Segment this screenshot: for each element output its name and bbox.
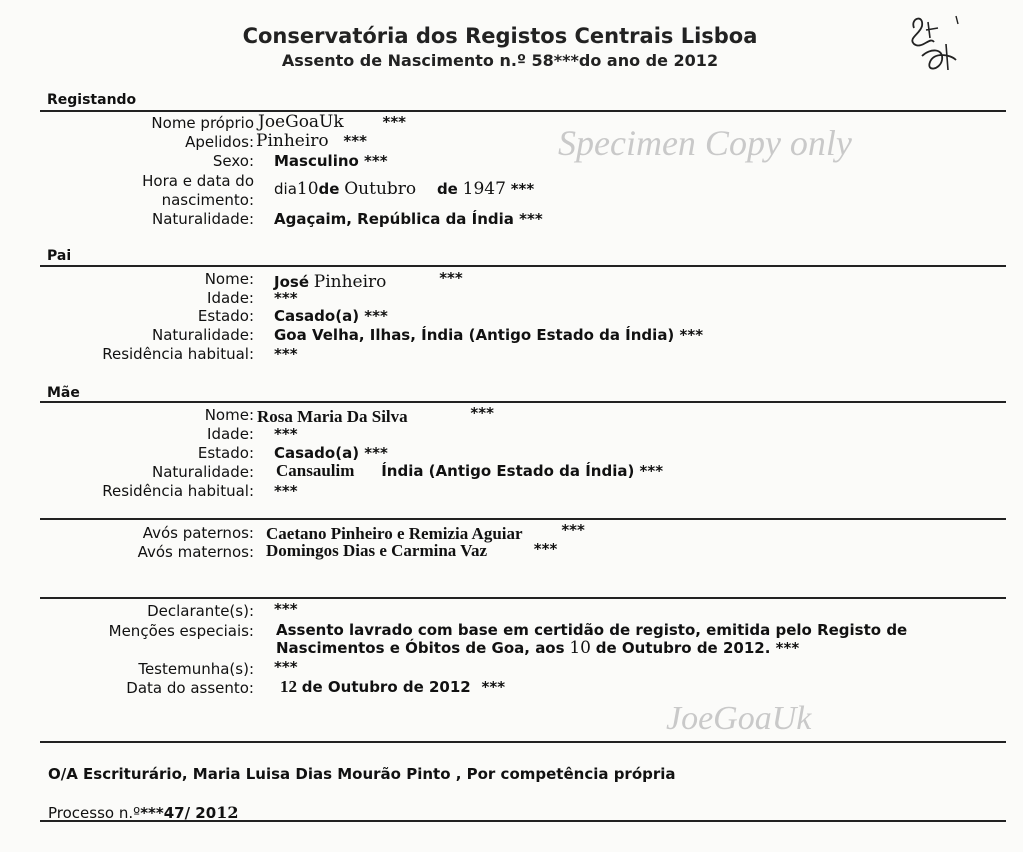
mae-naturalidade-label: Naturalidade: — [151, 463, 254, 481]
section-divider — [40, 820, 1006, 822]
apelidos-label: Apelidos: — [185, 133, 254, 151]
pai-residencia-value: *** — [274, 345, 298, 363]
pai-nome-value: José Pinheiro *** — [274, 269, 463, 292]
mencoes-label: Menções especiais: — [108, 622, 254, 640]
testemunha-value: *** — [274, 658, 298, 676]
sexo-value: Masculino *** — [274, 152, 388, 170]
declarante-label: Declarante(s): — [147, 602, 254, 620]
processo-number: Processo n.º***47/ 2012 — [48, 803, 239, 822]
data-assento-value: 12 de Outubro de 2012 *** — [280, 677, 506, 696]
handwritten-signature — [900, 8, 972, 80]
pai-residencia-label: Residência habitual: — [102, 345, 254, 363]
data-assento-label: Data do assento: — [126, 679, 254, 697]
record-number: Assento de Nascimento n.º 58***do ano de 2012 — [281, 51, 719, 70]
owner-watermark: JoeGoaUk — [666, 700, 812, 737]
avos-paternos-value: Caetano Pinheiro e Remizia Aguiar *** — [266, 521, 585, 543]
section-divider — [40, 110, 1006, 112]
office-title: Conservatória dos Registos Centrais Lisboa — [242, 24, 758, 48]
naturalidade-label: Naturalidade: — [151, 210, 254, 228]
pai-naturalidade-value: Goa Velha, Ilhas, Índia (Antigo Estado da Índia) *** — [274, 326, 704, 344]
mae-residencia-value: *** — [274, 482, 298, 500]
section-mae-heading: Mãe — [47, 385, 80, 401]
mae-nome-value: Rosa Maria Da Silva *** — [257, 404, 494, 426]
mencoes-line1: Assento lavrado com base em certidão de registo, emitida pelo Registo de — [276, 621, 908, 639]
section-divider — [40, 401, 1006, 403]
pai-nome-label: Nome: — [204, 270, 254, 288]
section-pai-heading: Pai — [47, 248, 72, 264]
pai-idade-value: *** — [274, 289, 298, 307]
hora-data-label-line2: nascimento: — [161, 191, 254, 209]
avos-maternos-value: Domingos Dias e Carmina Vaz *** — [266, 540, 558, 560]
data-nascimento-value: dia10de Outubro de 1947 *** — [274, 179, 535, 199]
mae-nome-label: Nome: — [204, 406, 254, 424]
mae-estado-value: Casado(a) *** — [274, 444, 388, 462]
hora-data-label-line1: Hora e data do — [142, 172, 254, 190]
mae-residencia-label: Residência habitual: — [102, 482, 254, 500]
mencoes-line2: Nascimentos e Óbitos de Goa, aos 10 de Outubro de 2012. *** — [276, 638, 800, 658]
section-divider — [40, 265, 1006, 267]
mae-estado-label: Estado: — [197, 444, 254, 462]
avos-paternos-label: Avós paternos: — [142, 524, 254, 542]
avos-maternos-label: Avós maternos: — [137, 543, 254, 561]
escriturario-line: O/A Escriturário, Maria Luisa Dias Mourão Pinto , Por competência própria — [48, 765, 676, 783]
section-registando-heading: Registando — [47, 92, 137, 108]
declarante-value: *** — [274, 600, 298, 618]
specimen-watermark: Specimen Copy only — [558, 123, 852, 163]
sexo-label: Sexo: — [212, 152, 254, 170]
nome-proprio-label: Nome próprio — [151, 114, 254, 132]
section-divider — [40, 597, 1006, 599]
pai-estado-value: Casado(a) *** — [274, 307, 388, 325]
section-divider — [40, 741, 1006, 743]
pai-estado-label: Estado: — [197, 307, 254, 325]
pai-naturalidade-label: Naturalidade: — [151, 326, 254, 344]
apelidos-value: Pinheiro *** — [256, 131, 367, 151]
section-divider — [40, 518, 1006, 520]
pai-idade-label: Idade: — [207, 289, 254, 307]
mae-naturalidade-value: Cansaulim Índia (Antigo Estado da Índia) *** — [276, 461, 664, 480]
mae-idade-label: Idade: — [207, 425, 254, 443]
testemunha-label: Testemunha(s): — [138, 660, 254, 678]
mae-idade-value: *** — [274, 425, 298, 443]
naturalidade-value: Agaçaim, República da Índia *** — [274, 210, 543, 228]
nome-proprio-value: JoeGoaUk *** — [258, 112, 407, 132]
